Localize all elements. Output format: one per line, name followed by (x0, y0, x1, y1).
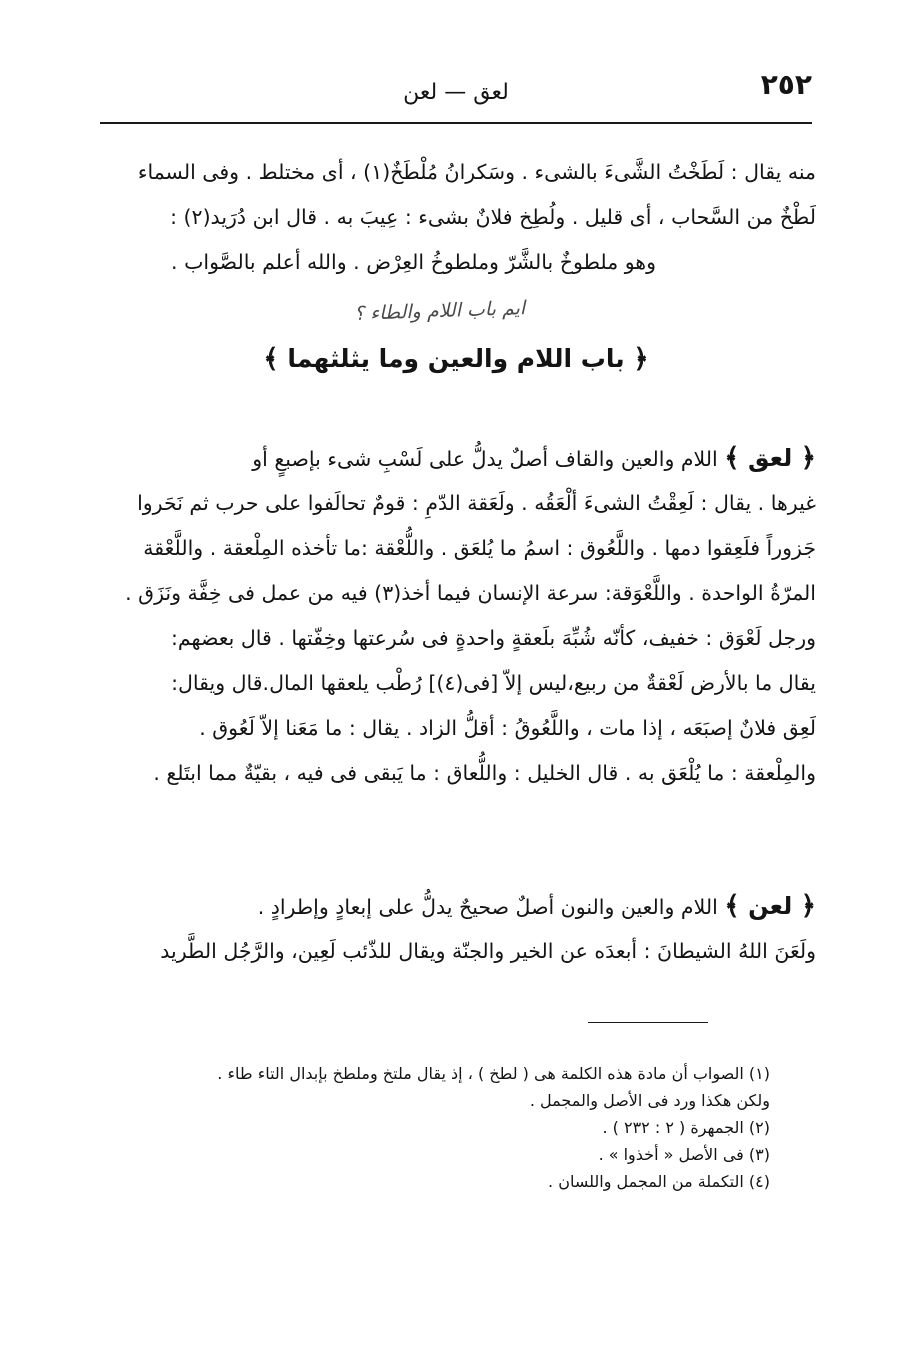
text-line: يقال ما بالأرض لَعْقةٌ من ربيع،ليس إلاّ [فى(٤)] رُطْب يلعقها المال.قال ويقال: (171, 671, 816, 695)
page-number: ٢٥٢ (760, 68, 812, 101)
entry-text: اللام والعين والقاف أصلٌ يدلُّ على لَسْبِ شىء بإصبعٍ أو (252, 447, 718, 471)
text-line: غيرها . يقال : لَعِقْتُ الشىءَ ألْعَقُه . ولَعَقة الدّمِ : قومٌ تحالَفوا على حرب ثم نَحَروا (137, 491, 816, 515)
footnote: (٣) فى الأصل « أخذوا » . (598, 1145, 770, 1164)
entry-first-line (96, 436, 816, 481)
entry-laan (96, 884, 816, 974)
text-line: جَزوراً فلَعِقوا دمها . واللَّعُوق : اسمُ ما يُلعَق . واللُّعْقة :ما تأخذه المِلْعقة . واللَّعْقة (143, 536, 816, 560)
entry-laaq (96, 436, 816, 796)
footnote: (١) الصواب أن مادة هذه الكلمة هى ( لطخ ) ، إذ يقال ملتخ وملطخ بإبدال التاء طاء . (217, 1064, 770, 1083)
running-title: لعق — لعن (403, 80, 509, 105)
ornate-bracket-close: ﴾ (724, 891, 740, 921)
footnote: (٤) التكملة من المجمل واللسان . (548, 1172, 770, 1191)
handwritten-note: ايم باب اللام والطاء ؟ (353, 297, 526, 325)
entry-first-line (96, 884, 816, 929)
entry-text: اللام والعين والنون أصلٌ صحيحٌ يدلُّ على إبعادٍ وإطرادٍ . (257, 895, 718, 919)
text-line: ورجل لَعْوَق : خفيف، كأنّه شُبِّهَ بلَعقةٍ واحدةٍ فى سُرعتها وخِفّتها . قال بعضهم: (170, 626, 816, 650)
footnote: (٢) الجمهرة ( ٢ : ٢٣٢ ) . (602, 1118, 770, 1137)
entry-headword: لعق (748, 444, 793, 472)
page-header (100, 68, 812, 118)
text-line: لَطْخٌ من السَّحاب ، أى قليل . ولُطِخ فلانٌ بشىء : عِيبَ به . قال ابن دُرَيد(٢) : (170, 205, 816, 229)
text-line: والمِلْعقة : ما يُلْعَق به . قال الخليل : واللُّعاق : ما يَبقى فى فيه ، بقيّةٌ مما ابتَلع . (153, 761, 816, 785)
header-rule (100, 122, 812, 124)
footnote: ولكن هكذا ورد فى الأصل والمجمل . (529, 1091, 770, 1110)
entry-headword: لعن (748, 892, 793, 920)
text-line: منه يقال : لَطَخْتُ الشَّىءَ بالشىء . وسَكرانُ مُلْطَخٌ(١) ، أى مختلط . وفى السماء (137, 160, 816, 184)
text-line: لَعِق فلانٌ إصبَعَه ، إذا مات ، واللَّعُوقُ : أقلُّ الزاد . يقال : ما مَعَنا إلاّ لَعُوق . (199, 716, 816, 740)
ornate-bracket-open: ﴿ (800, 891, 816, 921)
chapter-heading (96, 344, 816, 374)
text-line: وهو ملطوخٌ بالشَّرّ وملطوخُ العِرْض . والله أعلم بالصَّواب . (171, 250, 656, 274)
footnote-separator (588, 1022, 708, 1023)
text-line: المرّةُ الواحدة . واللَّعْوَقة: سرعة الإنسان فيما أخذ(٣) فيه من عمل فى خِفَّة ونَزَق . (125, 581, 816, 605)
intro-paragraph (96, 150, 816, 285)
ornate-bracket-close: ﴾ (263, 344, 279, 374)
footnotes (110, 1060, 770, 1195)
text-line: ولَعَنَ اللهُ الشيطانَ : أبعدَه عن الخير والجنّة ويقال للذّئب لَعِين، والرَّجُل الطَّريد (160, 939, 816, 963)
chapter-title: باب اللام والعين وما يثلثهما (287, 344, 625, 373)
ornate-bracket-open: ﴿ (800, 443, 816, 473)
ornate-bracket-open: ﴿ (633, 344, 649, 374)
ornate-bracket-close: ﴾ (724, 443, 740, 473)
